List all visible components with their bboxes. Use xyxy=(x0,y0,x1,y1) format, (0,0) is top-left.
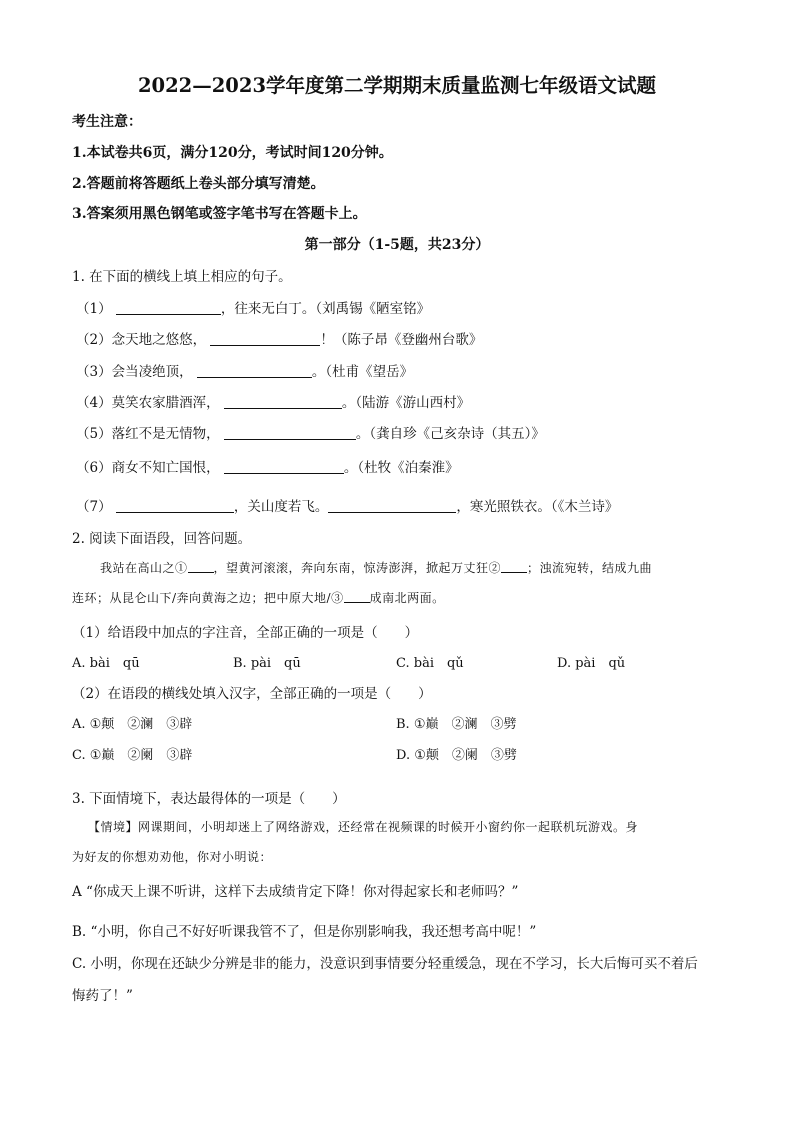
item-prefix: 念天地之悠悠， xyxy=(111,332,207,348)
q1-item-5 xyxy=(76,422,545,442)
q2-sub1-option-d[interactable]: D. pài qǔ xyxy=(557,656,626,671)
item-prefix: 会当凌绝顶， xyxy=(111,364,193,380)
q2-passage-line-2 xyxy=(72,589,445,606)
item-number: （7） xyxy=(76,499,112,515)
answer-blank[interactable] xyxy=(328,498,456,513)
q3-option-a[interactable]: A “你成天上课不听讲，这样下去成绩肯定下降！你对得起家长和老师吗？” xyxy=(72,884,519,900)
answer-blank[interactable] xyxy=(224,425,356,440)
q1-item-2 xyxy=(76,328,482,348)
q1-item-6 xyxy=(76,456,459,476)
passage-blank-1[interactable] xyxy=(188,560,214,573)
answer-blank[interactable] xyxy=(116,300,221,315)
passage-text: 成南北两面。 xyxy=(369,591,445,605)
item-suffix: ，寒光照铁衣。（《木兰诗》 xyxy=(456,499,619,515)
q3-option-c-line-2[interactable]: 悔药了！” xyxy=(72,988,133,1004)
q2-sub2-stem: （2）在语段的横线处填入汉字，全部正确的一项是（ ） xyxy=(72,686,432,702)
q3-option-b[interactable]: B. “小明，你自己不好好听课我管不了，但是你别影响我，我还想考高中呢！” xyxy=(72,924,537,940)
notice-item-3: 3.答案须用黑色钢笔或签字笔书写在答题卡上。 xyxy=(72,206,367,222)
passage-text: 我站在高山之① xyxy=(100,561,188,575)
item-number: （6） xyxy=(76,460,112,476)
passage-text: ；浊流宛转，结成九曲 xyxy=(527,561,653,575)
passage-blank-3[interactable] xyxy=(344,590,370,603)
item-prefix: 落红不是无情物， xyxy=(111,426,220,442)
passage-text: 连环；从昆仑山下/奔向黄海之边；把中原大地/③ xyxy=(72,591,344,605)
notice-heading: 考生注意： xyxy=(72,114,142,130)
exam-title: 2022—2023学年度第二学期期末质量监测七年级语文试题 xyxy=(137,74,657,97)
item-number: （4） xyxy=(76,395,112,411)
item-suffix: 。（龚自珍《己亥杂诗（其五）》 xyxy=(355,426,545,442)
q2-sub2-option-a[interactable]: A. ①颠 ②澜 ③辟 xyxy=(72,717,193,732)
item-prefix: 商女不知亡国恨， xyxy=(111,460,220,476)
answer-blank[interactable] xyxy=(210,331,320,346)
answer-blank[interactable] xyxy=(224,394,342,409)
answer-blank[interactable] xyxy=(224,459,344,474)
q3-context-line-1: 【情境】网课期间，小明却迷上了网络游戏，还经常在视频课的时候开小窗约你一起联机玩游戏。身 xyxy=(88,820,639,834)
item-number: （2） xyxy=(76,332,112,348)
answer-blank[interactable] xyxy=(197,363,312,378)
q2-sub1-option-c[interactable]: C. bài qǔ xyxy=(396,656,464,671)
passage-blank-2[interactable] xyxy=(501,560,527,573)
item-suffix: ，往来无白丁。（刘禹锡《陋室铭》 xyxy=(220,301,431,317)
q2-sub1-option-a[interactable]: A. bài qū xyxy=(72,656,140,671)
answer-blank[interactable] xyxy=(116,498,234,513)
q2-stem: 2. 阅读下面语段，回答问题。 xyxy=(72,531,252,547)
q1-stem: 1. 在下面的横线上填上相应的句子。 xyxy=(72,269,292,285)
item-suffix: 。（杜牧《泊秦淮》 xyxy=(343,460,459,476)
q3-stem: 3. 下面情境下，表达最得体的一项是（ ） xyxy=(72,791,346,807)
notice-item-1: 1.本试卷共6页，满分120分，考试时间120分钟。 xyxy=(72,145,393,161)
item-suffix: ！（陈子昂《登幽州台歌》 xyxy=(320,332,483,348)
item-number: （1） xyxy=(76,301,112,317)
q3-option-c-line-1[interactable]: C. 小明，你现在还缺少分辨是非的能力，没意识到事情要分轻重缓急，现在不学习，长大后悔可买不着后 xyxy=(72,956,698,972)
q1-item-4 xyxy=(76,391,470,411)
item-suffix: 。（杜甫《望岳》 xyxy=(311,364,414,380)
q3-context-line-2: 为好友的你想劝劝他，你对小明说： xyxy=(72,850,273,864)
q2-sub2-option-b[interactable]: B. ①巅 ②澜 ③劈 xyxy=(396,717,517,732)
q2-sub1-option-b[interactable]: B. pài qū xyxy=(233,656,301,671)
q1-item-3 xyxy=(76,360,413,380)
item-number: （5） xyxy=(76,426,112,442)
q2-sub2-option-d[interactable]: D. ①颠 ②阑 ③劈 xyxy=(396,748,517,763)
q2-passage-line-1 xyxy=(100,559,652,576)
q1-item-7 xyxy=(76,495,618,515)
notice-item-2: 2.答题前将答题纸上卷头部分填写清楚。 xyxy=(72,176,325,192)
item-middle: ，关山度若飞。 xyxy=(233,499,329,515)
q1-item-1 xyxy=(76,297,430,317)
item-prefix: 莫笑农家腊酒浑， xyxy=(111,395,220,411)
part-one-heading: 第一部分（1-5题，共23分） xyxy=(304,237,490,253)
item-suffix: 。（陆游《游山西村》 xyxy=(341,395,471,411)
item-number: （3） xyxy=(76,364,112,380)
q2-sub2-option-c[interactable]: C. ①巅 ②阑 ③辟 xyxy=(72,748,193,763)
passage-text: ，望黄河滚滚，奔向东南，惊涛澎湃，掀起万丈狂② xyxy=(213,561,502,575)
q2-sub1-stem: （1）给语段中加点的字注音，全部正确的一项是（ ） xyxy=(72,625,419,641)
